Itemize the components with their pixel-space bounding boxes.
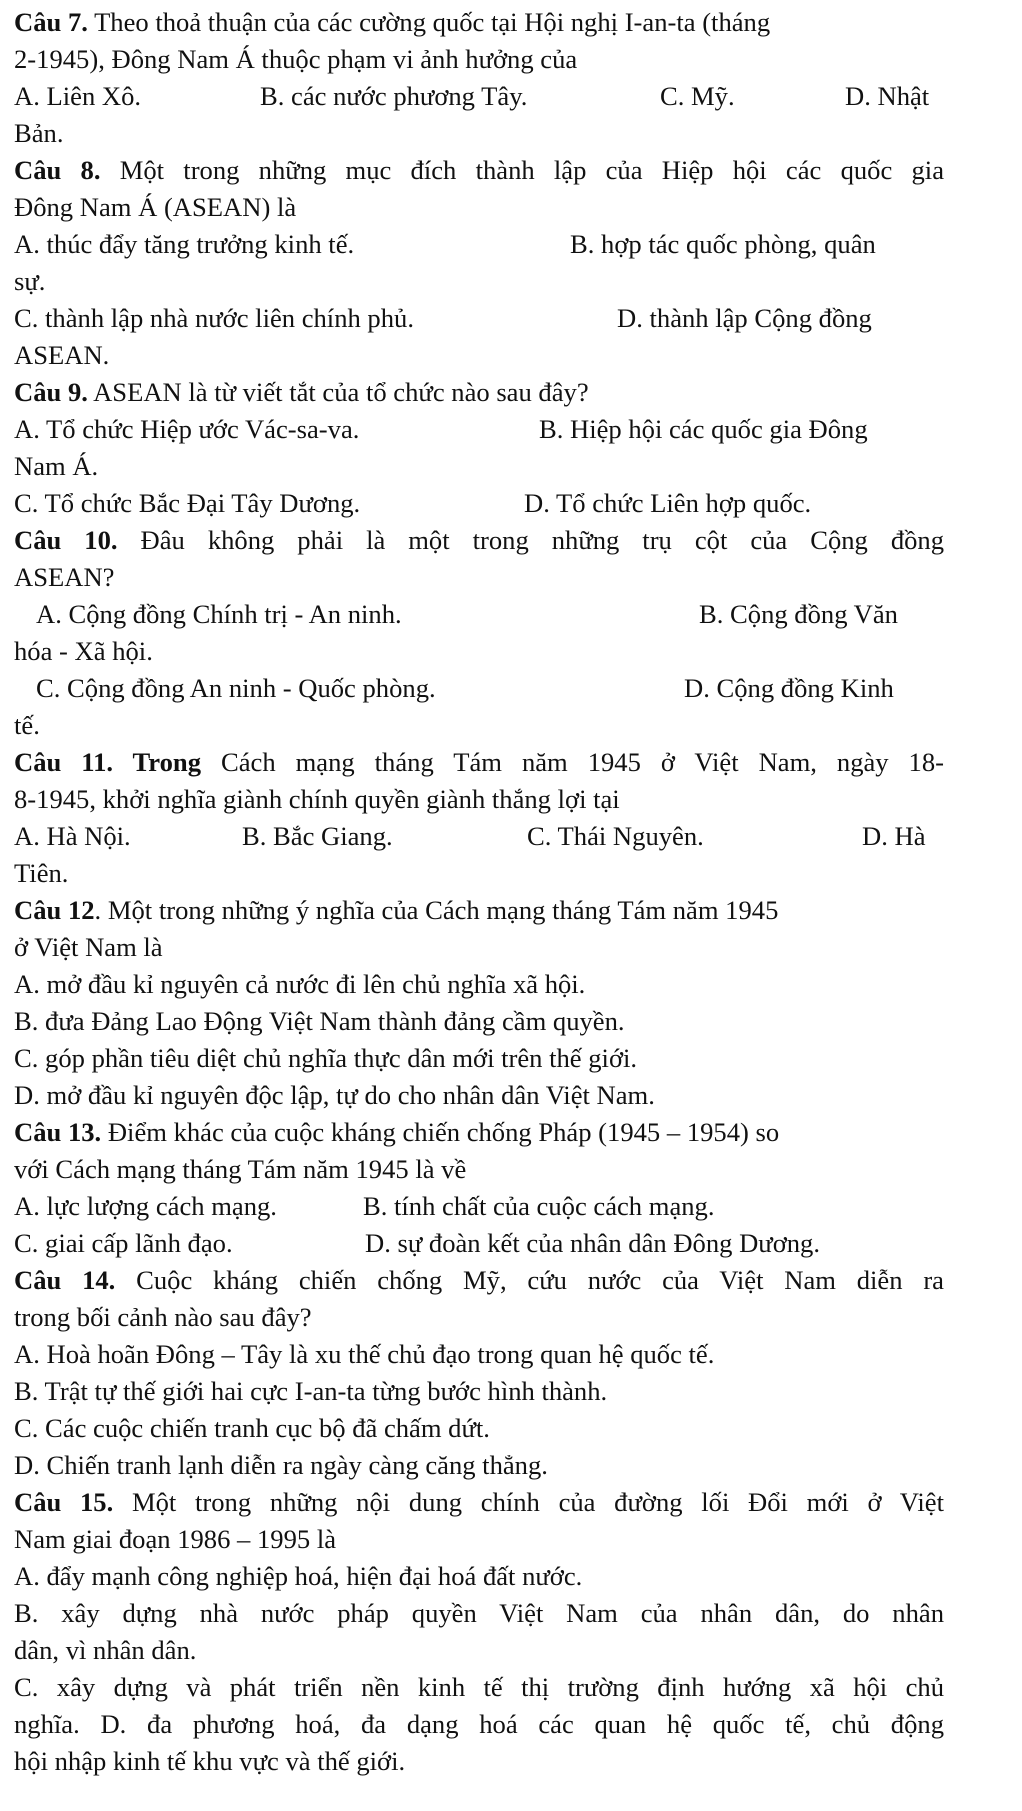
question-13-stem-line-1: Điểm khác của cuộc kháng chiến chống Pháp (1945 – 1954) so (107, 1117, 780, 1147)
question-11-option-d: D. Hà (862, 821, 926, 851)
question-12-option-d: D. mở đầu kỉ nguyên độc lập, tự do cho nhân dân Việt Nam. (14, 1080, 655, 1110)
question-12-stem-line-2: ở Việt Nam là (14, 932, 163, 962)
question-12-number: Câu 12 (14, 895, 95, 925)
question-7-stem-line-1: Theo thoả thuận của các cường quốc tại Hội nghị I-an-ta (tháng (94, 7, 771, 37)
question-12-option-b: B. đưa Đảng Lao Động Việt Nam thành đảng cầm quyền. (14, 1006, 625, 1036)
question-12-option-a: A. mở đầu kỉ nguyên cả nước đi lên chủ nghĩa xã hội. (14, 969, 586, 999)
question-15-option-c: C. xây dựng và phát triển nền kinh tế thị trường định hướng xã hội chủ (14, 1672, 944, 1702)
question-13-options-row-2 (14, 1225, 944, 1262)
question-8-option-d-cont: ASEAN. (14, 340, 110, 370)
question-14-number: Câu 14. (14, 1265, 116, 1295)
question-8-options-row-2 (14, 300, 944, 337)
question-15-option-b-cont: dân, vì nhân dân. (14, 1635, 197, 1665)
question-15-option-a: A. đẩy mạnh công nghiệp hoá, hiện đại hoá đất nước. (14, 1561, 583, 1591)
question-11-number: Câu 11. Trong (14, 747, 202, 777)
question-13-options-row-1 (14, 1188, 944, 1225)
question-10-option-c: C. Cộng đồng An ninh - Quốc phòng. (36, 673, 436, 703)
question-15-stem-line-2: Nam giai đoạn 1986 – 1995 là (14, 1524, 337, 1554)
question-8-option-a: A. thúc đẩy tăng trưởng kinh tế. (14, 229, 355, 259)
question-11-option-c: C. Thái Nguyên. (527, 821, 704, 851)
question-7-options-row (14, 78, 944, 115)
question-9-options-row-1 (14, 411, 944, 448)
question-10-stem-line-1: Đâu không phải là một trong những trụ cột của Cộng đồng (140, 525, 944, 555)
question-10-option-a: A. Cộng đồng Chính trị - An ninh. (36, 599, 402, 629)
question-9-option-b: B. Hiệp hội các quốc gia Đông (539, 414, 868, 444)
question-7-number: Câu 7. (14, 7, 88, 37)
question-9-option-b-cont: Nam Á. (14, 451, 99, 481)
question-14-option-d: D. Chiến tranh lạnh diễn ra ngày càng căng thẳng. (14, 1450, 548, 1480)
question-15-option-d-cont: hội nhập kinh tế khu vực và thế giới. (14, 1746, 406, 1776)
question-11-stem-line-1: Cách mạng tháng Tám năm 1945 ở Việt Nam, ngày 18- (221, 747, 944, 777)
question-8-option-b-cont: sự. (14, 266, 46, 296)
question-7-option-b: B. các nước phương Tây. (260, 81, 528, 111)
question-13-option-d: D. sự đoàn kết của nhân dân Đông Dương. (365, 1228, 821, 1258)
question-8-stem-line-2: Đông Nam Á (ASEAN) là (14, 192, 297, 222)
question-9-number: Câu 9. (14, 377, 88, 407)
question-12-stem (14, 892, 944, 929)
question-8-stem-line-1: Một trong những mục đích thành lập của Hiệp hội các quốc gia (119, 155, 944, 185)
question-10-option-b: B. Cộng đồng Văn (699, 599, 898, 629)
question-11-stem-line-2: 8-1945, khởi nghĩa giành chính quyền giành thắng lợi tại (14, 784, 620, 814)
question-9-option-a: A. Tổ chức Hiệp ước Vác-sa-va. (14, 414, 360, 444)
question-10-stem-line-2: ASEAN? (14, 562, 115, 592)
question-8-option-c: C. thành lập nhà nước liên chính phủ. (14, 303, 414, 333)
question-11-option-b: B. Bắc Giang. (242, 821, 393, 851)
question-10-option-d-cont: tế. (14, 710, 40, 740)
question-8-option-b: B. hợp tác quốc phòng, quân (570, 229, 876, 259)
question-14-option-a: A. Hoà hoãn Đông – Tây là xu thế chủ đạo trong quan hệ quốc tế. (14, 1339, 715, 1369)
question-13-stem-line-2: với Cách mạng tháng Tám năm 1945 là về (14, 1154, 467, 1184)
question-10-options-row-2 (14, 670, 944, 707)
question-14-stem (14, 1262, 944, 1299)
question-13-option-b: B. tính chất của cuộc cách mạng. (363, 1191, 715, 1221)
question-15-option-b: B. xây dựng nhà nước pháp quyền Việt Nam của nhân dân, do nhân (14, 1598, 944, 1628)
question-15-stem (14, 1484, 944, 1521)
question-9-option-d: D. Tổ chức Liên hợp quốc. (524, 488, 812, 518)
question-13-option-c: C. giai cấp lãnh đạo. (14, 1228, 233, 1258)
question-13-stem (14, 1114, 944, 1151)
question-14-option-c: C. Các cuộc chiến tranh cục bộ đã chấm dứt. (14, 1413, 490, 1443)
question-9-stem (14, 374, 944, 411)
question-12-stem-line-1: . Một trong những ý nghĩa của Cách mạng tháng Tám năm 1945 (94, 895, 779, 925)
question-11-options-row (14, 818, 944, 855)
question-14-stem-line-2: trong bối cảnh nào sau đây? (14, 1302, 312, 1332)
question-7-stem (14, 4, 944, 41)
question-11-option-d-cont: Tiên. (14, 858, 69, 888)
question-10-stem (14, 522, 944, 559)
question-15-option-c-d: nghĩa. D. đa phương hoá, đa dạng hoá các quan hệ quốc tế, chủ động (14, 1709, 944, 1739)
question-15-stem-line-1: Một trong những nội dung chính của đường lối Đổi mới ở Việt (131, 1487, 944, 1517)
question-8-number: Câu 8. (14, 155, 101, 185)
question-12-option-c: C. góp phần tiêu diệt chủ nghĩa thực dân mới trên thế giới. (14, 1043, 638, 1073)
question-10-number: Câu 10. (14, 525, 118, 555)
question-10-option-d: D. Cộng đồng Kinh (684, 673, 894, 703)
question-11-stem (14, 744, 944, 781)
question-11-option-a: A. Hà Nội. (14, 821, 131, 851)
question-10-options-row-1 (14, 596, 944, 633)
question-13-option-a: A. lực lượng cách mạng. (14, 1191, 277, 1221)
question-9-stem-line-1: ASEAN là từ viết tắt của tổ chức nào sau đây? (93, 377, 589, 407)
question-7-option-c: C. Mỹ. (660, 81, 735, 111)
question-9-options-row-2 (14, 485, 944, 522)
question-7-option-d: D. Nhật (845, 81, 930, 111)
question-9-option-c: C. Tổ chức Bắc Đại Tây Dương. (14, 488, 361, 518)
question-7-option-a: A. Liên Xô. (14, 81, 142, 111)
question-15-number: Câu 15. (14, 1487, 114, 1517)
question-13-number: Câu 13. (14, 1117, 102, 1147)
question-7-stem-line-2: 2-1945), Đông Nam Á thuộc phạm vi ảnh hưởng của (14, 44, 578, 74)
question-7-option-d-cont: Bản. (14, 118, 64, 148)
question-14-option-b: B. Trật tự thế giới hai cực I-an-ta từng bước hình thành. (14, 1376, 608, 1406)
question-8-option-d: D. thành lập Cộng đồng (617, 303, 872, 333)
question-14-stem-line-1: Cuộc kháng chiến chống Mỹ, cứu nước của Việt Nam diễn ra (136, 1265, 944, 1295)
question-10-option-b-cont: hóa - Xã hội. (14, 636, 153, 666)
question-8-options-row-1 (14, 226, 944, 263)
question-8-stem (14, 152, 944, 189)
